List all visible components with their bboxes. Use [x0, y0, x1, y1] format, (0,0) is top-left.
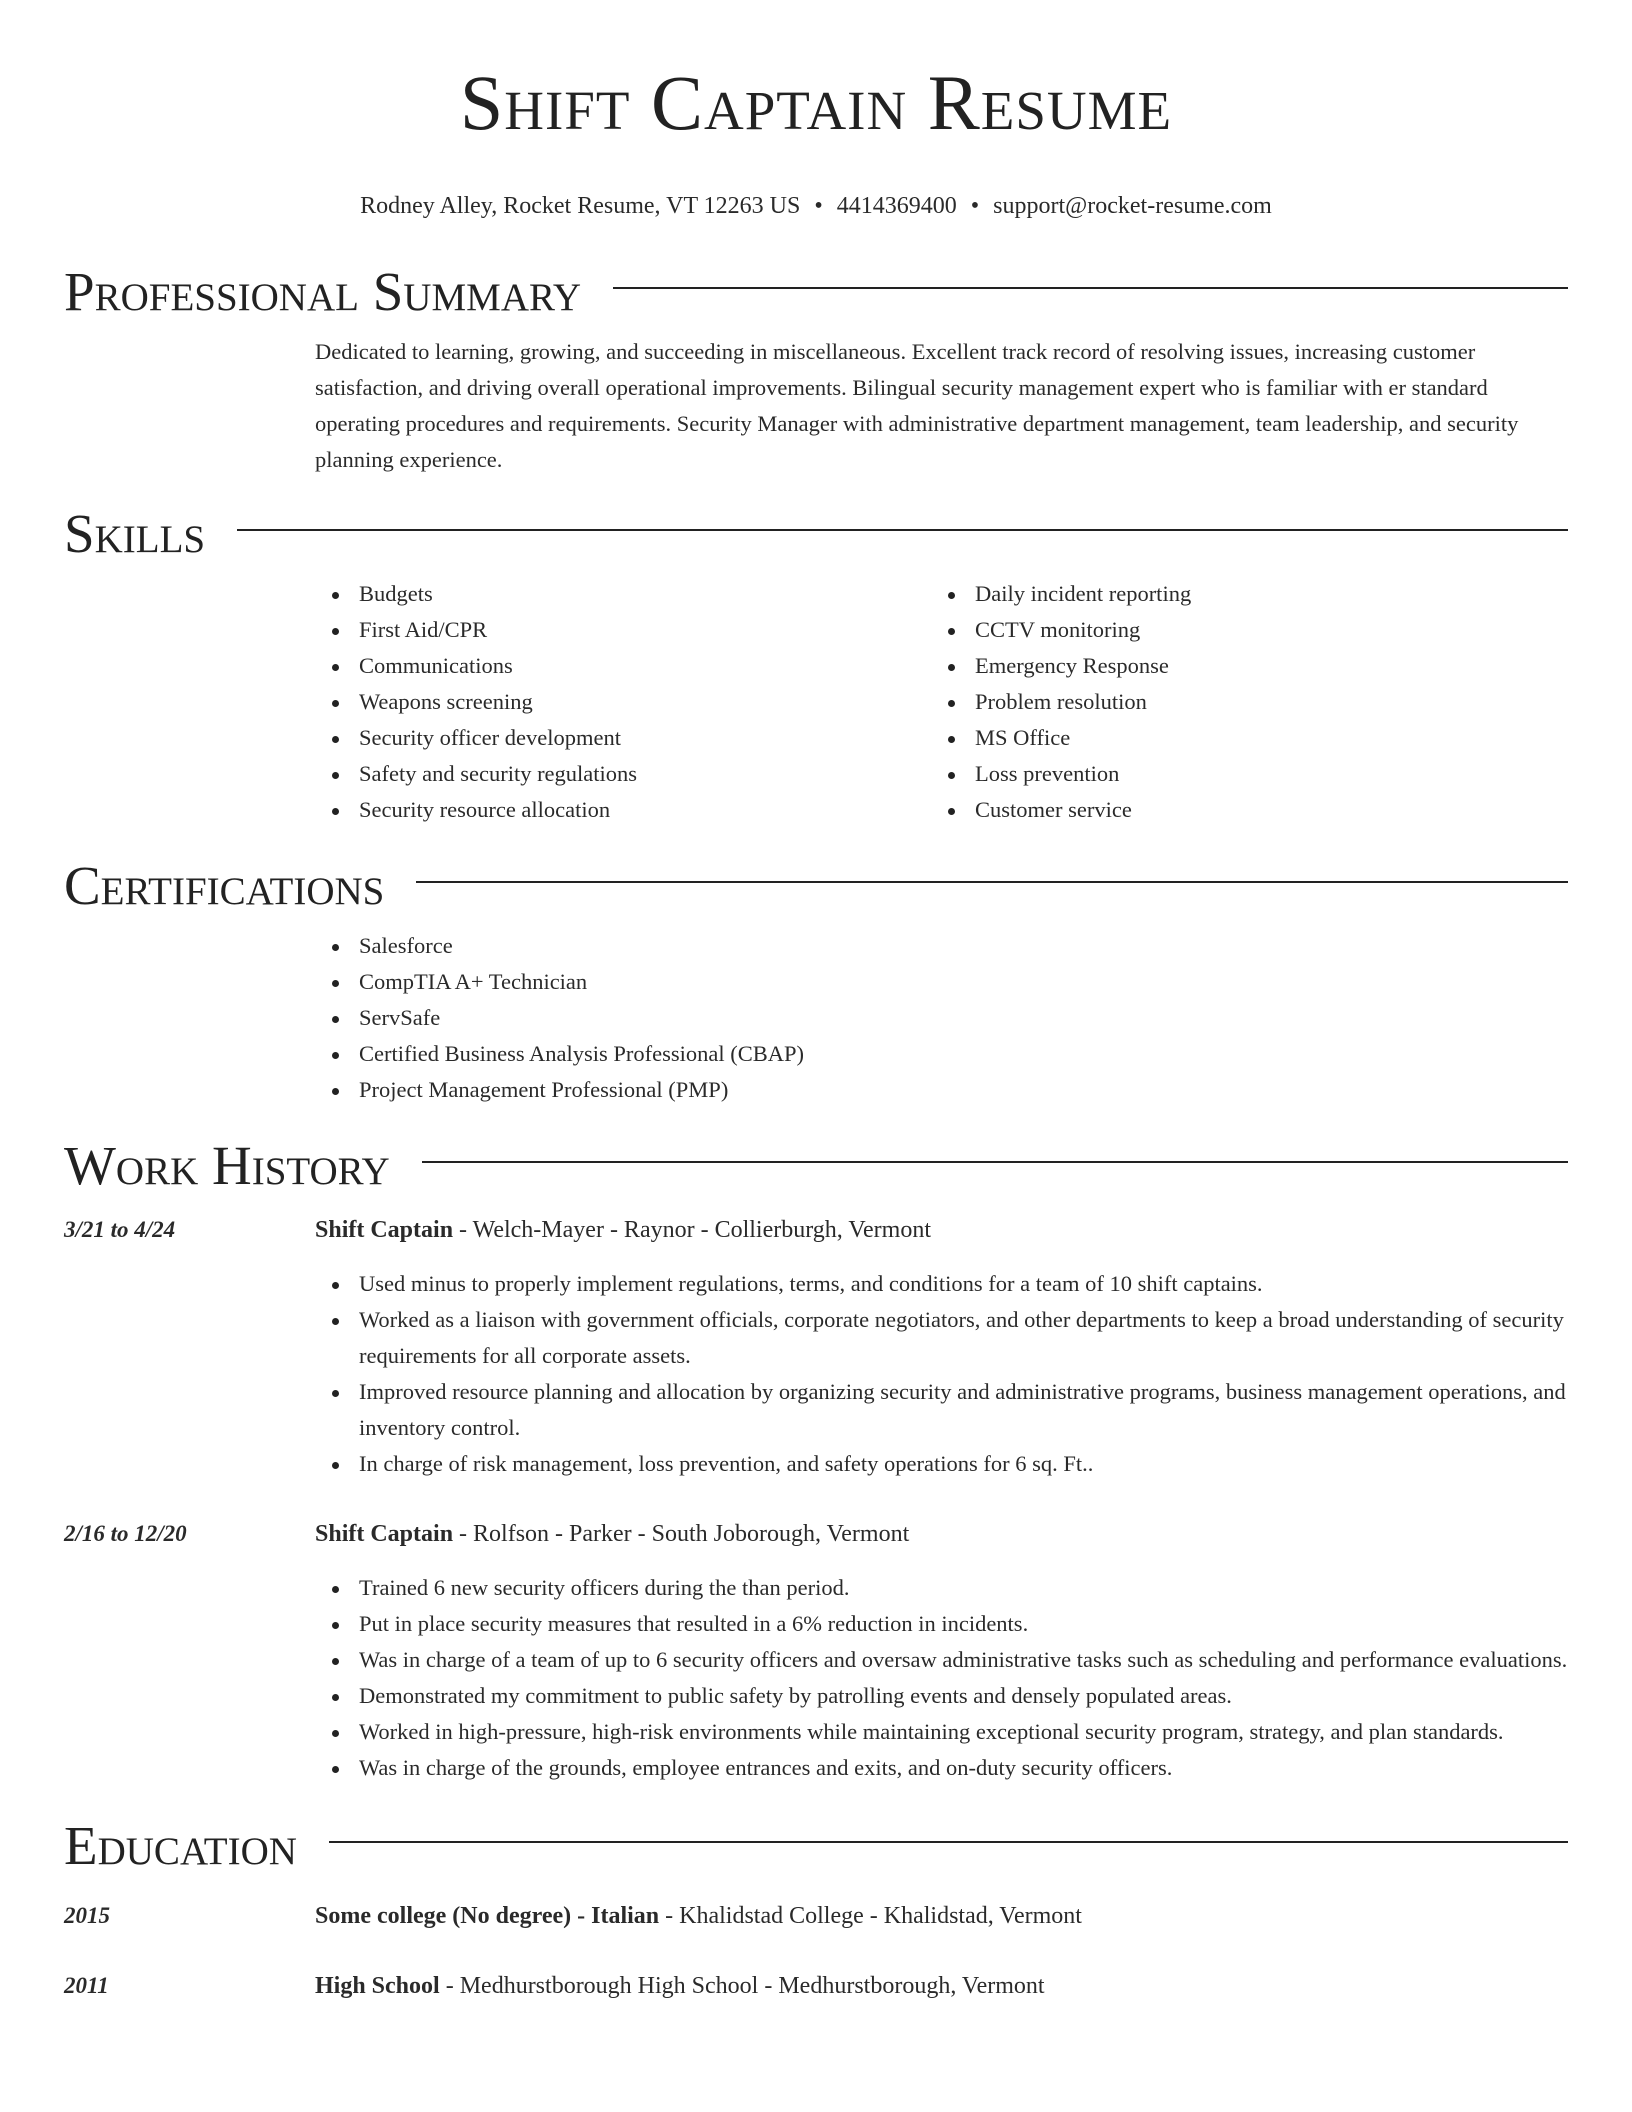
education-entry — [64, 1898, 1568, 1934]
education-school: - Medhurstborough High School - Medhurstborough, Vermont — [439, 1973, 1045, 1999]
job-role: Shift Captain — [315, 1217, 454, 1243]
certification-item: Salesforce — [315, 928, 1568, 964]
contact-separator: • — [970, 193, 980, 219]
job-duties — [315, 1266, 1568, 1482]
job-duties — [315, 1570, 1568, 1786]
summary-heading: Professional Summary — [64, 261, 582, 322]
job-duty-list — [315, 1570, 1568, 1786]
job-employer: - Welch-Mayer - Raynor - Collierburgh, Vermont — [453, 1217, 932, 1243]
section-divider — [613, 287, 1568, 289]
certification-item: ServSafe — [315, 1000, 1568, 1036]
skills-heading: Skills — [64, 503, 206, 564]
job-duty-item: In charge of risk management, loss prevention, and safety operations for 6 sq. Ft.. — [315, 1446, 1568, 1482]
job-entry-header — [64, 1212, 1568, 1248]
skill-item: Emergency Response — [931, 648, 1568, 684]
skill-item: Security resource allocation — [315, 792, 931, 828]
certification-item: CompTIA A+ Technician — [315, 964, 1568, 1000]
job-duty-list — [315, 1266, 1568, 1482]
job-duty-item: Was in charge of a team of up to 6 security officers and oversaw administrative tasks such as scheduling and performance evaluations. — [315, 1642, 1568, 1678]
skill-item: Weapons screening — [315, 684, 931, 720]
education-section-header — [64, 1814, 1568, 1878]
section-divider — [422, 1161, 1568, 1163]
skill-item: Communications — [315, 648, 931, 684]
job-duty-item: Worked as a liaison with government officials, corporate negotiators, and other departments to keep a broad understanding of security requirements for all corporate assets. — [315, 1302, 1568, 1374]
job-duty-item: Worked in high-pressure, high-risk environments while maintaining exceptional security program, strategy, and plan standards. — [315, 1714, 1568, 1750]
job-duty-item: Put in place security measures that resulted in a 6% reduction in incidents. — [315, 1606, 1568, 1642]
summary-section-header — [64, 260, 1568, 324]
job-entry-header — [64, 1516, 1568, 1552]
certifications-heading: Certifications — [64, 855, 385, 916]
skill-item: First Aid/CPR — [315, 612, 931, 648]
skills-grid — [315, 576, 1568, 828]
job-duty-item: Was in charge of the grounds, employee entrances and exits, and on-duty security officers. — [315, 1750, 1568, 1786]
education-year: 2011 — [64, 1973, 109, 1998]
certifications-block — [315, 928, 1568, 1108]
job-role: Shift Captain — [315, 1521, 454, 1547]
skills-list-right — [931, 576, 1568, 828]
job-info — [315, 1212, 1568, 1248]
work-heading: Work History — [64, 1135, 390, 1196]
skill-item: CCTV monitoring — [931, 612, 1568, 648]
contact-phone: 4414369400 — [836, 193, 957, 219]
education-school: - Khalidstad College - Khalidstad, Vermont — [659, 1903, 1082, 1929]
skill-item: Security officer development — [315, 720, 931, 756]
work-section-header — [64, 1134, 1568, 1198]
contact-address: Rodney Alley, Rocket Resume, VT 12263 US — [360, 193, 801, 219]
education-degree: Some college (No degree) - Italian — [315, 1903, 660, 1929]
job-duty-item: Demonstrated my commitment to public safety by patrolling events and densely populated areas. — [315, 1678, 1568, 1714]
summary-text: Dedicated to learning, growing, and succeeding in miscellaneous. Excellent track record of resolving issues, increasing customer satisfaction, and driving overall operational improvements. Bilingual security management expert who is familiar with er standard operating procedures and requirements. Security Manager with administrative department management, team leadership, and security planning experience. — [315, 339, 1519, 472]
resume-title: Shift Captain Resume — [459, 59, 1173, 146]
contact-separator: • — [814, 193, 823, 219]
education-info — [315, 1968, 1568, 2004]
section-divider — [237, 529, 1568, 531]
certification-item: Certified Business Analysis Professional (CBAP) — [315, 1036, 1568, 1072]
education-year: 2015 — [64, 1903, 110, 1928]
skill-item: Daily incident reporting — [931, 576, 1568, 612]
skill-item: Problem resolution — [931, 684, 1568, 720]
certifications-list — [315, 928, 1568, 1108]
certifications-section-header — [64, 854, 1568, 918]
skill-item: Customer service — [931, 792, 1568, 828]
job-duty-item: Improved resource planning and allocation by organizing security and administrative programs, business management operations, and inventory control. — [315, 1374, 1568, 1446]
section-divider — [329, 1841, 1568, 1843]
job-duty-item: Trained 6 new security officers during the than period. — [315, 1570, 1568, 1606]
section-divider — [416, 881, 1568, 883]
skill-item: MS Office — [931, 720, 1568, 756]
skill-item: Loss prevention — [931, 756, 1568, 792]
skills-list-left — [315, 576, 931, 828]
skill-item: Budgets — [315, 576, 931, 612]
education-info — [315, 1898, 1568, 1934]
education-heading: Education — [64, 1815, 297, 1876]
contact-line — [0, 190, 1632, 222]
contact-email: support@rocket-resume.com — [993, 193, 1272, 219]
job-dates: 3/21 to 4/24 — [64, 1217, 176, 1242]
education-entry — [64, 1968, 1568, 2004]
job-duty-item: Used minus to properly implement regulations, terms, and conditions for a team of 10 shift captains. — [315, 1266, 1568, 1302]
job-dates: 2/16 to 12/20 — [64, 1521, 187, 1546]
certification-item: Project Management Professional (PMP) — [315, 1072, 1568, 1108]
job-info — [315, 1516, 1568, 1552]
skills-section-header — [64, 502, 1568, 566]
job-employer: - Rolfson - Parker - South Joborough, Vermont — [453, 1521, 910, 1547]
education-degree: High School — [315, 1973, 440, 1999]
skill-item: Safety and security regulations — [315, 756, 931, 792]
